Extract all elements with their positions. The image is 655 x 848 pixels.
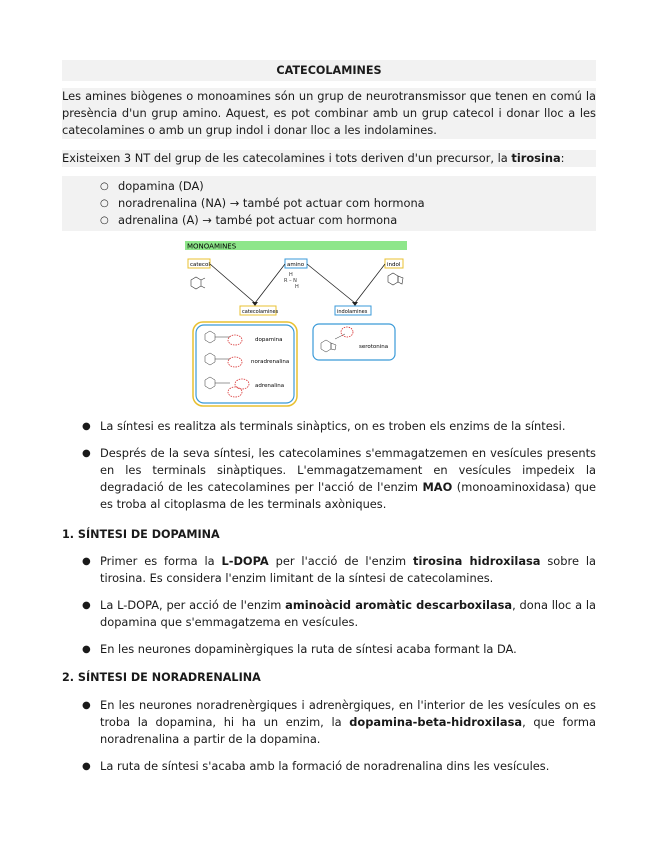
tirosina-bold: tirosina	[511, 151, 561, 165]
existence-paragraph	[62, 150, 596, 167]
existence-text: Existeixen 3 NT del grup de les catecolamines i tots deriven d'un precursor, la	[62, 151, 512, 165]
list-item: ○ dopamina (DA)	[100, 179, 204, 193]
bullet-icon: ●	[82, 644, 91, 655]
bullet-icon: ●	[82, 600, 91, 611]
bullet-list-noradrenalina	[62, 697, 596, 785]
noradrenalina-label: noradrenalina	[251, 359, 290, 365]
mao-bold: MAO	[422, 480, 453, 494]
indol-structure	[388, 273, 403, 285]
bullet-list-1	[62, 418, 596, 523]
bullet-icon: ●	[82, 421, 91, 432]
bullet-icon: ●	[82, 700, 91, 711]
catecolamines-label: catecolamines	[242, 309, 279, 315]
circle-bullet-icon: ○	[100, 181, 109, 192]
intro-paragraph: Les amines biògenes o monoamines són un grup de neurotransmissor que tenen en comú la presència d'un grup amino. Aquest, es pot combinar amb un grup catecol i donar lloc a les catecolamines o amb un grup indol i donar lloc a les indolamines.	[62, 89, 596, 137]
amino-structure: H	[289, 272, 293, 278]
arrow-icon	[252, 302, 258, 306]
bullet-list-dopamina	[62, 553, 596, 668]
svg-text:R – N: R – N	[284, 278, 297, 284]
list-item: ○ adrenalina (A) → també pot actuar com hormona	[100, 213, 398, 227]
diagram-header-label: MONOAMINES	[187, 242, 237, 251]
list-item: ● La síntesi es realitza als terminals sinàptics, on es troben els enzims de la síntesi.	[82, 419, 566, 433]
list-item: ● Després de la seva síntesi, les catecolamines s'emmagatzemen en vesícules presents en les terminals sinàptiques. L'emmagatzemament en vesícules impedeix la degradació de les catecolamines per l'acció de l'enzim MAO (monoaminoxidasa) que es troba al citoplasma de les terminals axòniques.	[82, 446, 596, 511]
section-heading-noradrenalina: 2. SÍNTESI DE NORADRENALINA	[62, 671, 261, 684]
list-item: ● La L-DOPA, per acció de l'enzim aminoàcid aromàtic descarboxilasa, dona lloc a la dopamina que s'emmagatzema en vesícules.	[82, 598, 596, 629]
amino-label: amino	[287, 262, 305, 268]
bullet-icon: ●	[82, 448, 91, 459]
adrenalina-label: adrenalina	[255, 383, 285, 389]
bullet-icon: ●	[82, 761, 91, 772]
list-item: ● La ruta de síntesi s'acaba amb la formació de noradrenalina dins les vesícules.	[82, 759, 550, 773]
serotonina-label: serotonina	[359, 344, 389, 350]
nt-list	[62, 176, 596, 231]
list-item: ● En les neurones dopaminèrgiques la ruta de síntesi acaba formant la DA.	[82, 642, 517, 656]
arrow-icon	[352, 302, 358, 306]
section-heading-dopamina: 1. SÍNTESI DE DOPAMINA	[62, 528, 220, 541]
bullet-icon: ●	[82, 556, 91, 567]
monoamines-diagram	[185, 240, 407, 408]
circle-bullet-icon: ○	[100, 215, 109, 226]
indolamines-label: indolamines	[337, 309, 368, 315]
indol-label: indol	[387, 262, 401, 268]
catecol-structure	[191, 277, 205, 289]
dopamina-label: dopamina	[255, 337, 283, 343]
page-title: CATECOLAMINES	[62, 60, 596, 81]
svg-text:H: H	[295, 284, 299, 290]
list-item: ○ noradrenalina (NA) → també pot actuar com hormona	[100, 196, 425, 210]
existence-colon: :	[560, 151, 565, 165]
indolamines-group	[313, 324, 395, 360]
catecol-label: catecol	[190, 262, 210, 268]
list-item: ● Primer es forma la L-DOPA per l'acció de l'enzim tirosina hidroxilasa sobre la tirosina. Es considera l'enzim limitant de la síntesi de catecolamines.	[82, 554, 596, 585]
circle-bullet-icon: ○	[100, 198, 109, 209]
list-item: ● En les neurones noradrenèrgiques i adrenèrgiques, en l'interior de les vesícules on es troba la dopamina, hi ha un enzim, la dopamina-beta-hidroxilasa, que forma noradrenalina a partir de la dopamina.	[82, 698, 597, 746]
